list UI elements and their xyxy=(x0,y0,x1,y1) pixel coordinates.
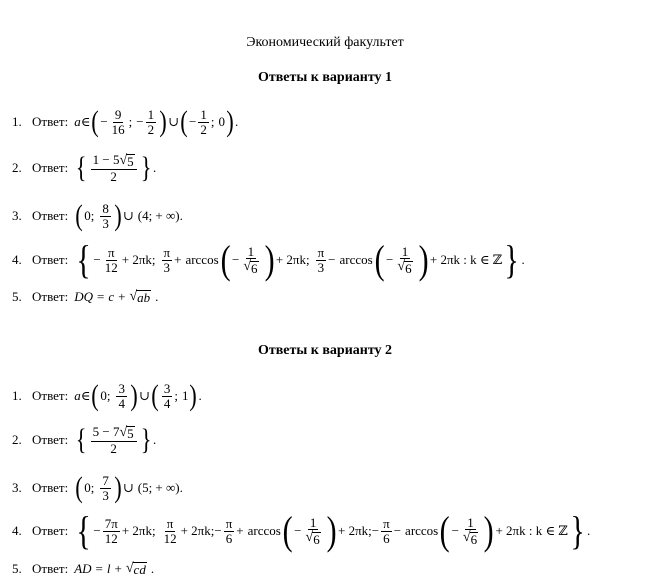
fraction: 5 − 7 √ 5 2 xyxy=(91,425,137,455)
fraction: $\frac{3}{4}$ xyxy=(118,380,125,411)
sqrt: √ cd xyxy=(125,561,146,578)
variant-1-heading: Ответы к варианту 1 xyxy=(257,70,393,85)
paren-close: ) xyxy=(130,379,138,412)
condition: + 2πk : k ∈ ℤ xyxy=(495,523,568,538)
paren-close: ) xyxy=(114,199,122,232)
minus: − xyxy=(231,252,240,267)
equals: = xyxy=(95,561,103,576)
minus: − xyxy=(328,252,336,267)
v2-answer-1: 1. Ответ: a ∈ ( 0 ; $\frac{3}{4}$ ) ∪ ( $\frac{3}{4}$ ; 1 ) . xyxy=(12,379,202,412)
equals: = xyxy=(96,289,105,304)
paren-open: ( xyxy=(374,237,385,282)
fraction: 1 − 5 √ 5 2 xyxy=(91,153,137,183)
paren-close: ) xyxy=(418,237,429,282)
fraction: $\frac{\pi}{3}$ xyxy=(163,244,171,275)
sep: ; xyxy=(128,114,133,129)
paren-open: ( xyxy=(439,508,450,553)
arccos: arccos xyxy=(185,252,219,267)
fraction: $\frac{3}{4}$ xyxy=(163,380,171,411)
paren-open: ( xyxy=(75,199,83,232)
brace-open: { xyxy=(76,423,87,456)
union-symbol: ∪ xyxy=(122,480,134,495)
brace-open: { xyxy=(76,237,92,282)
union-symbol: ∪ xyxy=(122,208,134,223)
brace-close: } xyxy=(570,508,585,553)
minus: − xyxy=(93,252,101,267)
plus: + xyxy=(114,561,122,576)
minus: − xyxy=(189,114,197,129)
paren-close: ) xyxy=(226,105,234,138)
answer-label: Ответ: xyxy=(32,388,69,403)
fraction: 1 √ 6 xyxy=(305,514,320,547)
term: + 2πk; xyxy=(275,252,310,267)
paren-close: ) xyxy=(189,379,198,412)
fraction: $\frac{\pi}{12}$ xyxy=(163,515,177,546)
union-symbol: ∪ xyxy=(138,388,150,403)
minus: − xyxy=(100,114,108,129)
answer-label: Ответ: xyxy=(32,160,69,175)
sqrt: √ ab xyxy=(129,289,151,306)
paren-open: ( xyxy=(220,237,231,282)
term: + 2πk; xyxy=(338,523,372,538)
v1-answer-4: 4. Ответ: { − $\frac{\pi}{12}$ + 2πk; $\frac{\pi}{3}$ + arccos ( − 1 √ 6 ) + 2πk; $\frac{\pi}{3}$ − arccos ( − 1 √ 6 ) + 2πk : k ∈ ℤ } . xyxy=(12,237,525,282)
item-number: 1. xyxy=(12,114,22,129)
fraction: 1 √ 6 xyxy=(462,514,478,547)
minus: − xyxy=(386,252,394,267)
fraction: 1 √ 6 xyxy=(397,243,412,276)
paren-open: ( xyxy=(91,105,100,138)
zero: 0 xyxy=(218,114,226,129)
paren-open: ( xyxy=(282,508,293,553)
paren-open: ( xyxy=(91,379,100,412)
fraction: 1 √ 6 xyxy=(243,243,258,276)
minus: − xyxy=(136,114,144,129)
v2-answer-4: 4. Ответ: { − $\frac{7\pi}{12}$ + 2πk; $\frac{\pi}{12}$ + 2πk; − $\frac{\pi}{6}$ + arccos ( − 1 √ 6 ) + 2πk; − $\frac{\pi}{6}$ − arccos ( − 1 √ 6 ) + 2πk : k ∈ ℤ } . xyxy=(12,508,591,553)
answer-label: Ответ: xyxy=(32,480,69,495)
var: l xyxy=(106,561,111,576)
item-number: 5. xyxy=(12,561,22,576)
answer-label: Ответ: xyxy=(32,523,69,538)
paren-close: ) xyxy=(114,471,122,504)
condition: + 2πk : k ∈ ℤ xyxy=(429,252,503,267)
variant-2-heading: Ответы к варианту 2 xyxy=(257,343,393,358)
fraction: $\frac{9}{16}$ xyxy=(111,106,125,137)
plus: + xyxy=(118,289,126,304)
v2-answer-5: 5. Ответ: AD = l + √ cd . xyxy=(12,561,155,578)
var: DQ xyxy=(74,289,93,304)
v1-answer-3: 3. Ответ: ( 0 ; $\frac{8}{3}$ ) ∪ (4; + ∞) . xyxy=(12,199,183,232)
brace-close: } xyxy=(140,423,152,456)
term: + 2πk; xyxy=(121,252,156,267)
fraction: $\frac{1}{2}$ xyxy=(147,106,155,137)
term: + 2πk; xyxy=(121,523,156,538)
v2-answer-3: 3. Ответ: ( 0 ; $\frac{7}{3}$ ) ∪ (5; + ∞) . xyxy=(12,471,183,504)
arccos: arccos xyxy=(405,523,439,538)
brace-open: { xyxy=(76,508,92,553)
arccos: arccos xyxy=(339,252,373,267)
v1-answer-1 xyxy=(12,102,238,142)
interval: (4; + ∞) xyxy=(137,208,180,223)
item-number: 4. xyxy=(12,523,22,538)
fraction: $\frac{7}{3}$ xyxy=(102,472,109,503)
v1-answer-2 xyxy=(12,148,156,188)
v1-answer-5: 5. Ответ: DQ = c + √ ab . xyxy=(12,289,159,306)
sep: ; xyxy=(210,114,215,129)
fraction: $\frac{\pi}{6}$ xyxy=(383,515,390,546)
brace-open: { xyxy=(76,151,87,184)
item-number: 4. xyxy=(12,252,22,267)
paren-close: ) xyxy=(483,508,494,553)
item-number: 1. xyxy=(12,388,22,403)
brace-close: } xyxy=(504,237,520,282)
term: + 2πk; xyxy=(180,523,215,538)
item-number: 5. xyxy=(12,289,22,304)
in-symbol: ∈ xyxy=(80,388,91,403)
answer-label: Ответ: xyxy=(32,561,69,576)
var-a: a xyxy=(74,388,81,403)
answer-label: Ответ: xyxy=(32,432,69,447)
brace-close: } xyxy=(140,151,152,184)
var: c xyxy=(108,289,115,304)
v2-answer-2: 2. Ответ: { 5 − 7 √ 5 2 } . xyxy=(12,423,157,456)
fraction: $\frac{8}{3}$ xyxy=(102,200,109,231)
in-symbol: ∈ xyxy=(80,114,91,129)
answer-label: Ответ: xyxy=(32,252,69,267)
fraction: $\frac{7\pi}{12}$ xyxy=(104,515,118,546)
paren-close: ) xyxy=(264,237,275,282)
item-number: 3. xyxy=(12,480,22,495)
item-number: 2. xyxy=(12,160,22,175)
fraction: $\frac{\pi}{3}$ xyxy=(317,244,325,275)
fraction: $\frac{\pi}{12}$ xyxy=(104,244,118,275)
zero: 0 xyxy=(84,208,91,223)
var-a: a xyxy=(74,114,81,129)
item-number: 3. xyxy=(12,208,22,223)
fraction: $\frac{\pi}{6}$ xyxy=(225,515,233,546)
paren-open: ( xyxy=(180,105,188,138)
answer-label: Ответ: xyxy=(32,114,69,129)
paren-close: ) xyxy=(326,508,337,553)
interval: (5; + ∞) xyxy=(137,480,180,495)
paren-open: ( xyxy=(151,379,159,412)
plus: + xyxy=(174,252,182,267)
fraction: $\frac{1}{2}$ xyxy=(200,106,207,137)
faculty-title: Экономический факультет xyxy=(246,35,404,50)
arccos: arccos xyxy=(247,523,281,538)
dot: . xyxy=(235,114,239,129)
item-number: 2. xyxy=(12,432,22,447)
answer-label: Ответ: xyxy=(32,208,69,223)
var: AD xyxy=(74,561,92,576)
answer-label: Ответ: xyxy=(32,289,69,304)
paren-open: ( xyxy=(75,471,83,504)
dot: . xyxy=(153,160,157,175)
paren-close: ) xyxy=(159,105,167,138)
union-symbol: ∪ xyxy=(168,114,180,129)
